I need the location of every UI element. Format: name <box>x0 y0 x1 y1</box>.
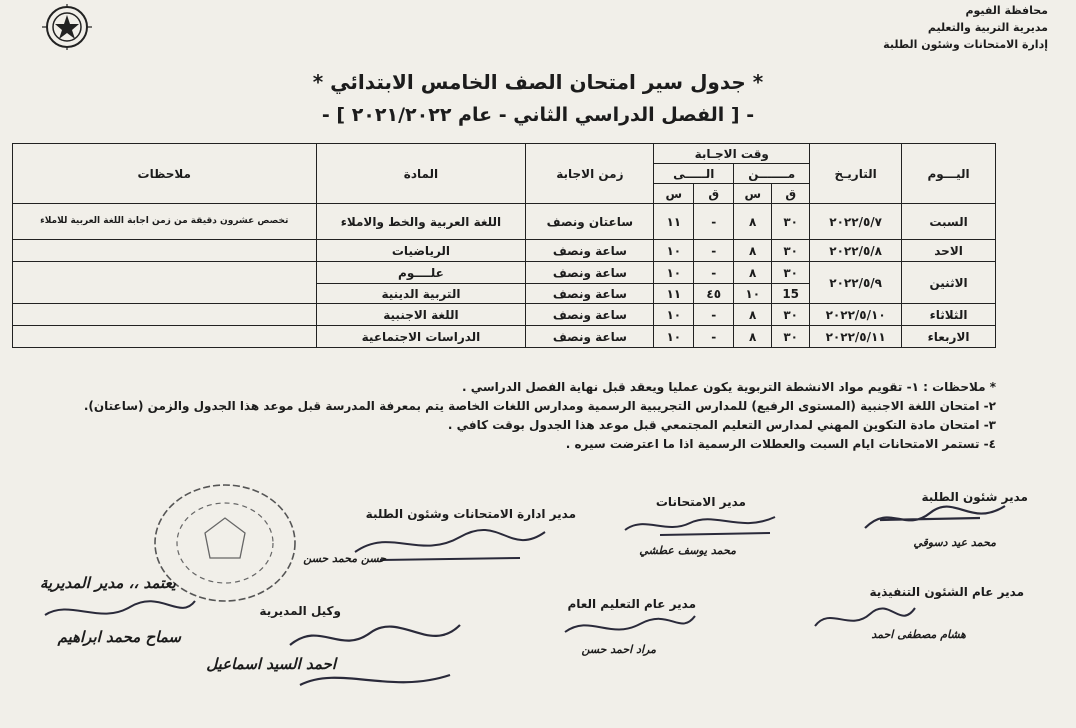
governorate-line: محافظة الفيوم <box>965 4 1048 17</box>
cell-from-q: ٣٠ <box>772 240 810 262</box>
cell-date: ٢٠٢٢/٥/٨ <box>810 240 902 262</box>
cell-day: الثلاثاء <box>902 304 996 326</box>
col-header-answer-time: وقت الاجـابة <box>654 144 810 164</box>
signature-scribble-5 <box>560 610 700 644</box>
table-row <box>13 240 996 262</box>
col-header-to: الـــــى <box>654 164 734 184</box>
cell-day: السبت <box>902 204 996 240</box>
cell-to-q: ٤٥ <box>694 284 734 304</box>
cell-duration: ساعة ونصف <box>526 284 654 304</box>
signature-title-director: يعتمد ،، مدير المديرية <box>39 574 176 592</box>
cell-notes <box>13 326 317 348</box>
col-header-date: التاريـخ <box>810 144 902 204</box>
col-header-subject: المادة <box>316 144 526 204</box>
cell-from-q: ٣٠ <box>772 326 810 348</box>
cell-day: الاحد <box>902 240 996 262</box>
cell-to-q: - <box>694 262 734 284</box>
cell-from-q: ٣٠ <box>772 204 810 240</box>
cell-duration: ساعة ونصف <box>526 262 654 284</box>
cell-notes <box>13 304 317 326</box>
ministry-logo-icon <box>36 4 98 50</box>
signature-title-students-affairs: مدير شئون الطلبة <box>921 490 1028 504</box>
signature-name-students-affairs: محمد عيد دسوقي <box>913 536 996 549</box>
table-row <box>13 304 996 326</box>
cell-from-q: ٣٠ <box>772 304 810 326</box>
signature-name-deputy: احمد السيد اسماعيل <box>206 655 336 673</box>
col-header-from-s: س <box>734 184 772 204</box>
header-row-1 <box>13 144 996 164</box>
cell-from-q: 15 <box>772 284 810 304</box>
cell-from-s: ٨ <box>734 326 772 348</box>
signature-title-exams-admin: مدير ادارة الامتحانات وشئون الطلبة <box>365 507 576 521</box>
cell-subject: الرياضيات <box>316 240 526 262</box>
signature-title-exams: مدير الامتحانات <box>655 495 746 509</box>
cell-day: الاربعاء <box>902 326 996 348</box>
cell-from-s: ٨ <box>734 204 772 240</box>
signature-name-executive-affairs: هشام مصطفى احمد <box>871 628 966 641</box>
col-header-from-q: ق <box>772 184 810 204</box>
cell-notes <box>13 262 317 304</box>
notes-section <box>16 378 996 454</box>
signature-name-exams: محمد يوسف عطشي <box>639 544 736 557</box>
exam-schedule-table <box>12 143 996 348</box>
cell-duration: ساعة ونصف <box>526 240 654 262</box>
cell-from-s: ٨ <box>734 240 772 262</box>
cell-to-q: - <box>694 240 734 262</box>
cell-subject: اللغة الاجنبية <box>316 304 526 326</box>
cell-subject: اللغة العربية والخط والاملاء <box>316 204 526 240</box>
signature-title-general-education: مدير عام التعليم العام <box>567 597 696 611</box>
signature-title-executive-affairs: مدير عام الشئون التنفيذية <box>869 585 1024 599</box>
col-header-duration: زمن الاجابة <box>526 144 654 204</box>
signature-name-director: سماح محمد ابراهيم <box>57 628 181 646</box>
note-1: * ملاحظات : ١- تقويم مواد الانشطة التربوية يكون عمليا ويعقد قبل نهاية الفصل الدراسي . <box>462 380 996 394</box>
cell-date: ٢٠٢٢/٥/٧ <box>810 204 902 240</box>
issuer-header <box>883 2 1048 53</box>
col-header-notes: ملاحظات <box>13 144 317 204</box>
cell-date: ٢٠٢٢/٥/١٠ <box>810 304 902 326</box>
cell-to-q: - <box>694 326 734 348</box>
cell-to-q: - <box>694 204 734 240</box>
signature-scribble-7 <box>40 595 200 629</box>
cell-subject: علــــوم <box>316 262 526 284</box>
cell-notes <box>13 240 317 262</box>
cell-duration: ساعتان ونصف <box>526 204 654 240</box>
cell-subject: الدراسات الاجتماعية <box>316 326 526 348</box>
document-title: * جدول سير امتحان الصف الخامس الابتدائي * <box>312 70 764 94</box>
cell-duration: ساعة ونصف <box>526 304 654 326</box>
cell-day: الاثنين <box>902 262 996 304</box>
col-header-day: اليـــوم <box>902 144 996 204</box>
cell-to-s: ١٠ <box>654 262 694 284</box>
col-header-to-s: س <box>654 184 694 204</box>
table-row <box>13 326 996 348</box>
cell-to-s: ١١ <box>654 204 694 240</box>
cell-from-q: ٣٠ <box>772 262 810 284</box>
cell-from-s: ٨ <box>734 304 772 326</box>
document-subtitle: - [ الفصل الدراسي الثاني - عام ٢٠٢١/٢٠٢٢ ] - <box>321 104 755 126</box>
cell-to-q: - <box>694 304 734 326</box>
cell-to-s: ١٠ <box>654 326 694 348</box>
cell-to-s: ١١ <box>654 284 694 304</box>
cell-subject: التربية الدينية <box>316 284 526 304</box>
cell-to-s: ١٠ <box>654 304 694 326</box>
col-header-to-q: ق <box>694 184 734 204</box>
signature-title-deputy: وكيل المديرية <box>259 604 341 618</box>
cell-to-s: ١٠ <box>654 240 694 262</box>
table-row <box>13 262 996 284</box>
table-row <box>13 204 996 240</box>
col-header-from: مـــــــن <box>734 164 810 184</box>
department-line: إدارة الامتحانات وشئون الطلبة <box>883 38 1048 51</box>
directorate-line: مديرية التربية والتعليم <box>927 21 1048 34</box>
cell-date: ٢٠٢٢/٥/٩ <box>810 262 902 304</box>
cell-notes: تخصص عشرون دقيقة من زمن اجابة اللغة العربية للاملاء <box>13 204 317 240</box>
note-2: ٢- امتحان اللغة الاجنبية (المستوى الرفيع) للمدارس التجريبية الرسمية ومدارس اللغات الخاصة يتم بمعرفة المدرسة قبل موعد هذا الجدول والزمن (ساعتان). <box>83 399 996 413</box>
cell-date: ٢٠٢٢/٥/١١ <box>810 326 902 348</box>
note-3: ٣- امتحان مادة التكوين المهني لمدارس التعليم المجتمعي قبل موعد هذا الجدول بوقت كافي . <box>447 418 996 432</box>
cell-from-s: ١٠ <box>734 284 772 304</box>
signature-name-exams-admin: حسن محمد حسن <box>303 552 386 565</box>
cell-from-s: ٨ <box>734 262 772 284</box>
signature-scribble-1 <box>860 498 1010 538</box>
note-4: ٤- تستمر الامتحانات ايام السبت والعطلات الرسمية اذا ما اعترضت سيره . <box>565 437 996 451</box>
signature-scribble-2 <box>620 505 780 543</box>
signature-name-general-education: مراد احمد حسن <box>581 643 656 656</box>
cell-duration: ساعة ونصف <box>526 326 654 348</box>
